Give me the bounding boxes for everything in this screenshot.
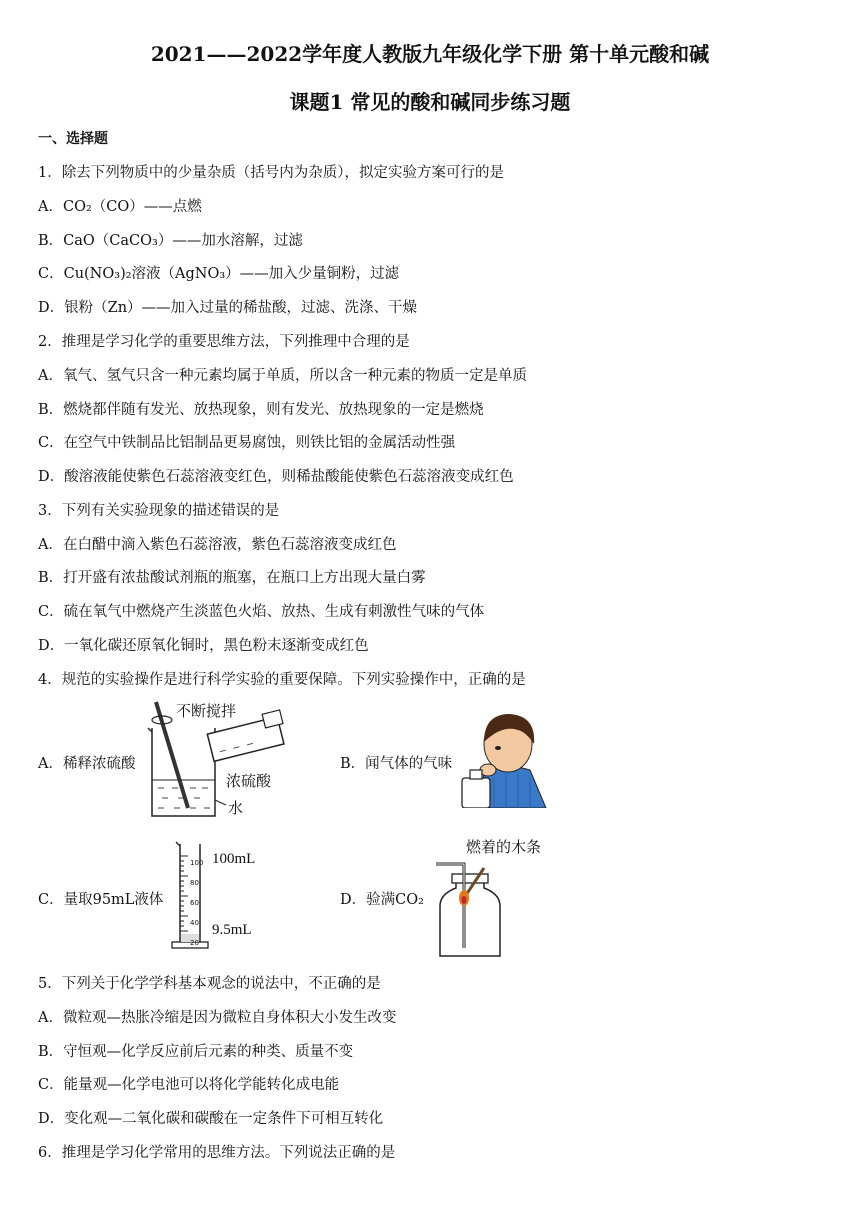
smell-gas-figure: [460, 708, 548, 808]
question-3-option-b: B．打开盛有浓盐酸试剂瓶的瓶塞，在瓶口上方出现大量白雾: [38, 570, 426, 586]
question-3-option-c: C．硫在氧气中燃烧产生淡蓝色火焰、放热、生成有刺激性气味的气体: [38, 604, 485, 620]
cylinder-bottom-label: 9.5mL: [212, 922, 252, 938]
section-title: 一、选择题: [38, 131, 108, 147]
question-4-stem: 4．规范的实验操作是进行科学实验的重要保障。下列实验操作中，正确的是: [38, 672, 526, 688]
question-1-option-b: B．CaO（CaCO₃）——加水溶解，过滤: [38, 233, 303, 249]
page-subtitle: 课题1 常见的酸和碱同步练习题: [289, 90, 571, 114]
question-2-stem: 2．推理是学习化学的重要思维方法，下列推理中合理的是: [38, 334, 410, 350]
cylinder-scale: [190, 853, 203, 953]
question-2-option-d: D．酸溶液能使紫色石蕊溶液变红色，则稀盐酸能使紫色石蕊溶液变成红色: [38, 469, 514, 485]
cylinder-tick-label: 20: [190, 939, 199, 947]
question-1-option-a: A．CO₂（CO）——点燃: [38, 199, 202, 215]
cylinder-tick-label: 100: [190, 859, 204, 867]
question-2-option-b: B．燃烧都伴随有发光、放热现象，则有发光、放热现象的一定是燃烧: [38, 402, 484, 418]
question-4-option-d: D．验满CO₂: [340, 892, 424, 908]
question-5-option-a: A．微粒观—热胀冷缩是因为微粒自身体积大小发生改变: [38, 1010, 397, 1026]
question-1-stem: 1．除去下列物质中的少量杂质（括号内为杂质），拟定实验方案可行的是: [38, 165, 504, 181]
cylinder-tick-label: 60: [190, 899, 199, 907]
question-3-stem: 3．下列有关实验现象的描述错误的是: [38, 503, 280, 519]
question-5-option-b: B．守恒观—化学反应前后元素的种类、质量不变: [38, 1044, 354, 1060]
concentrated-sulfuric-acid-label: 浓硫酸: [226, 772, 272, 790]
page-title: 2021——2022学年度人教版九年级化学下册 第十单元酸和碱: [150, 42, 710, 66]
cylinder-tick-label: 80: [190, 879, 199, 887]
question-1-option-c: C．Cu(NO₃)₂溶液（AgNO₃）——加入少量铜粉，过滤: [38, 266, 400, 282]
question-4-option-a: A．稀释浓硫酸: [38, 756, 136, 772]
burning-stick-label: 燃着的木条: [466, 838, 542, 856]
stir-label: 不断搅拌: [176, 702, 237, 720]
question-4-option-c: C．量取95mL液体: [38, 892, 164, 908]
question-5-stem: 5．下列关于化学学科基本观念的说法中，不正确的是: [38, 976, 381, 992]
question-3-option-d: D．一氧化碳还原氧化铜时，黑色粉末逐渐变成红色: [38, 638, 369, 654]
question-6-stem: 6．推理是学习化学常用的思维方法。下列说法正确的是: [38, 1145, 396, 1161]
question-1-option-d: D．银粉（Zn）——加入过量的稀盐酸，过滤、洗涤、干燥: [38, 300, 418, 316]
cylinder-tick-label: 40: [190, 919, 199, 927]
question-4-option-b: B．闻气体的气味: [340, 756, 453, 772]
question-2-option-c: C．在空气中铁制品比铝制品更易腐蚀，则铁比铝的金属活动性强: [38, 435, 456, 451]
question-2-option-a: A．氧气、氢气只含一种元素均属于单质，所以含一种元素的物质一定是单质: [38, 368, 527, 384]
question-5-option-c: C．能量观—化学电池可以将化学能转化成电能: [38, 1077, 340, 1093]
question-5-option-d: D．变化观—二氧化碳和碳酸在一定条件下可相互转化: [38, 1111, 384, 1127]
co2-check-figure: [434, 856, 534, 960]
water-label: 水: [228, 799, 244, 817]
question-3-option-a: A．在白醋中滴入紫色石蕊溶液，紫色石蕊溶液变成红色: [38, 537, 397, 553]
cylinder-top-label: 100mL: [212, 851, 256, 867]
